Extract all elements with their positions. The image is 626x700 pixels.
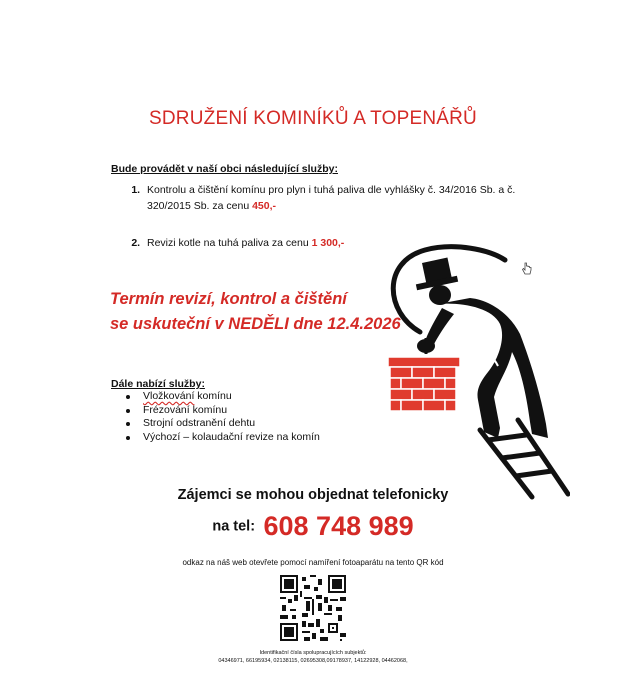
ids-list: 04346971, 66195934, 02138115, 02695308,09178937, 14122928, 04462068, [218,658,408,664]
extra-item-first-word: Vložkování [143,390,195,402]
list-item: Strojní odstranění dehtu [143,417,320,431]
phone-row [0,511,626,542]
services-intro: Bude provádět v naší obci následující služby: [111,163,338,175]
list-item: Výchozí – kolaudační revize na komín [143,430,320,443]
service-price: 1 300,- [311,237,345,249]
chimney-sweep-illustration [380,232,570,504]
ids-heading: Identifikační čísla spolupracujících subjektů: [259,650,367,656]
extra-services-heading: Dále nabízí služby: [111,378,205,390]
term-line-2: se uskuteční v NEDĚLI dne 12.4.2026 [110,315,401,333]
qr-note: odkaz na náš web otevřete pomocí namíření fotoaparátu na tento QR kód [182,558,444,567]
list-item [143,182,553,214]
hand-pointer-icon [521,262,533,276]
phone-label: na tel: [212,518,256,535]
service-text: Revizi kotle na tuhá paliva za cenu [147,237,312,249]
brick-chimney [388,357,460,411]
phone-number[interactable]: 608 748 989 [263,511,414,541]
order-text: Zájemci se mohou objednat telefonicky [177,487,449,503]
extra-services-list [111,390,320,444]
term-line-1: Termín revizí, kontrol a čištění [110,290,347,308]
service-price: 450,- [252,200,277,212]
list-item: Frézování komínu [143,404,320,418]
page-title: SDRUŽENÍ KOMINÍKŮ A TOPENÁŘŮ [149,108,477,129]
qr-code[interactable] [280,575,346,641]
service-text: Kontrolu a čištění komínu pro plyn i tuhá paliva dle vyhlášky č. 34/2016 Sb. a č. 320/2015 Sb. za cenu [147,184,516,212]
list-item: Vložkování komínu [143,390,320,404]
